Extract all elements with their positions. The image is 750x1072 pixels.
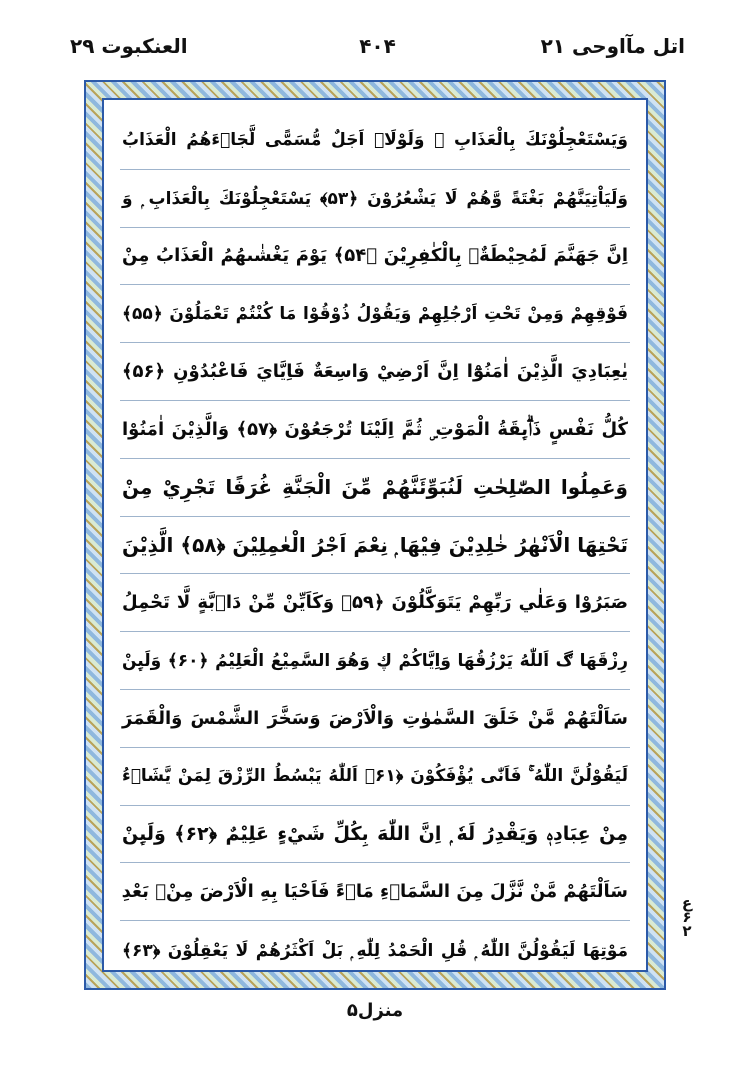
verse-line-3: [120, 228, 630, 286]
verse-text: مِنْ عِبَادِهٖ وَيَقْدِرُ لَهٗ ۭ اِنَّ اللّٰهَ بِكُلِّ شَيْءٍ عَلِيْمٌ ﴿۶۲﴾ وَلَىِٕنْ: [122, 822, 629, 845]
text-panel: [102, 98, 648, 972]
verse-line-4: [120, 285, 630, 343]
verse-text: رِزْقَهَا ڰ اَللّٰهُ يَرْزُقُهَا وَاِيَّاكُمْ ڮ وَهُوَ السَّمِيْعُ الْعَلِيْمُ ﴿۶۰﴾ وَلَىِٕنْ: [122, 651, 628, 672]
verse-text: لَيَقُوْلُنَّ اللّٰهُ ۚ فَاَنّٰى يُؤْفَكُوْنَ ﴿۶۱﴾ اَللّٰهُ يَبْسُطُ الرِّزْقَ لِمَنْ يَّشَاۗءُ: [122, 766, 629, 787]
verse-text: وَلَيَاْتِيَنَّهُمْ بَغْتَةً وَّهُمْ لَا يَشْعُرُوْنَ ﴿۵۳﴾ يَسْتَعْجِلُوْنَكَ بِالْعَذَابِ ۭ وَ: [122, 188, 628, 209]
verse-line-13: [120, 806, 630, 864]
verse-line-12: [120, 748, 630, 806]
verse-line-15: [120, 921, 630, 979]
verse-line-11: [120, 690, 630, 748]
verse-text: سَاَلْتَهُمْ مَّنْ خَلَقَ السَّمٰوٰتِ وَالْاَرْضَ وَسَخَّرَ الشَّمْسَ وَالْقَمَرَ: [122, 707, 628, 729]
para-name: اتل مآاوحی ۲۱: [540, 34, 685, 58]
verse-text: وَيَسْتَعْجِلُوْنَكَ بِالْعَذَابِ ۭ وَلَوْلَاۤ اَجَلٌ مُّسَمًّى لَّجَاۗءَهُمُ الْعَذَابُ: [122, 130, 628, 151]
verse-line-1: [120, 112, 630, 170]
verse-text: اِنَّ جَهَنَّمَ لَمُحِيْطَةٌۢ بِالْكٰفِرِيْنَ ﴿۵۴﴾ يَوْمَ يَغْشٰىهُمُ الْعَذَابُ مِنْ: [122, 245, 628, 267]
verse-text: يٰعِبَادِيَ الَّذِيْنَ اٰمَنُوْٓا اِنَّ اَرْضِيْ وَاسِعَةٌ فَاِيَّايَ فَاعْبُدُوْنِ ﴿۵۶﴾: [122, 361, 628, 383]
verse-line-8: [120, 517, 630, 575]
page-header: [70, 30, 685, 74]
verse-text: وَعَمِلُوا الصّٰلِحٰتِ لَنُبَوِّئَنَّهُمْ مِّنَ الْجَنَّةِ غُرَفًا تَجْرِيْ مِنْ: [122, 475, 628, 500]
verse-text: كُلُّ نَفْسٍ ذَاۗىِٕقَةُ الْمَوْتِ ۣ ثُمَّ اِلَيْنَا تُرْجَعُوْنَ ﴿۵۷﴾ وَالَّذِيْنَ اٰمَنُوْا: [122, 418, 628, 440]
manzil-footer: منزل۵: [346, 1000, 404, 1021]
verse-line-5: [120, 343, 630, 401]
ornamental-border: [84, 80, 666, 990]
verse-line-10: [120, 632, 630, 690]
verse-line-2: [120, 170, 630, 228]
verse-lines: [120, 112, 630, 961]
surah-name: العنکبوت ۲۹: [70, 34, 188, 58]
verse-text: تَحْتِهَا الْاَنْهٰرُ خٰلِدِيْنَ فِيْهَا ۭ نِعْمَ اَجْرُ الْعٰمِلِيْنَ ﴿۵۸﴾ الَّذِيْنَ: [121, 532, 628, 557]
verse-text: صَبَرُوْا وَعَلٰي رَبِّهِمْ يَتَوَكَّلُوْنَ ﴿۵۹﴾ وَكَاَيِّنْ مِّنْ دَاۗبَّةٍ لَّا تَحْمِلُ: [122, 592, 628, 614]
verse-line-6: [120, 401, 630, 459]
verse-text: سَاَلْتَهُمْ مَّنْ نَّزَّلَ مِنَ السَّمَاۗءِ مَاۗءً فَاَحْيَا بِهِ الْاَرْضَ مِنْۢ بَعْدِ: [121, 881, 628, 903]
page-number: ۴۰۴: [359, 34, 396, 58]
verse-line-7: [120, 459, 630, 517]
ruku-marker: ع ۶ ۲: [681, 894, 693, 940]
verse-text: فَوْقِهِمْ وَمِنْ تَحْتِ اَرْجُلِهِمْ وَيَقُوْلُ ذُوْقُوْا مَا كُنْتُمْ تَعْمَلُوْنَ ﴿۵۵﴾: [122, 304, 628, 325]
verse-text: مَوْتِهَا لَيَقُوْلُنَّ اللّٰهُ ۭ قُلِ الْحَمْدُ لِلّٰهِ ۭ بَلْ اَكْثَرُهُمْ لَا يَعْقِلُوْنَ ﴿۶۳﴾: [122, 940, 628, 961]
verse-line-14: [120, 863, 630, 921]
verse-line-9: [120, 574, 630, 632]
